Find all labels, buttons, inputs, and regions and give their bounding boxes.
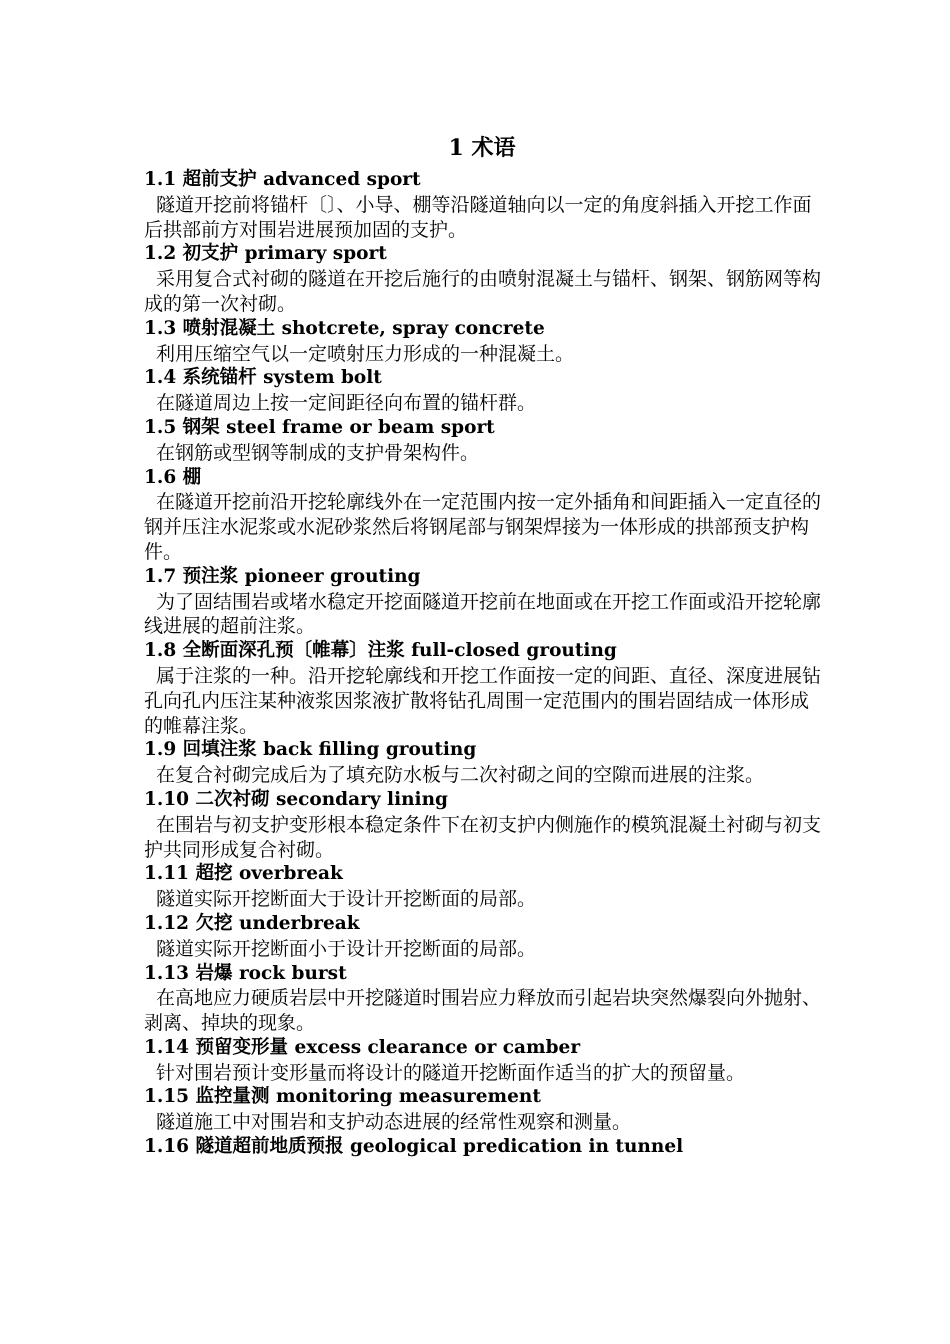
term-definition	[144, 937, 824, 962]
term-definition	[144, 1110, 824, 1135]
term-definition	[144, 342, 824, 367]
term-definition-text: 为了固结围岩或堵水稳定开挖面隧道开挖前在地面或在开挖工作面或沿开挖轮廓线进展的超前注浆。	[144, 590, 822, 638]
term-heading: 1.13 岩爆 rock burst	[144, 962, 347, 984]
term-heading: 1.7 预注浆 pioneer grouting	[144, 565, 421, 587]
term-heading: 1.3 喷射混凝土 shotcrete, spray concrete	[144, 317, 545, 339]
term-heading: 1.8 全断面深孔预〔帷幕〕注浆 full-closed grouting	[144, 640, 617, 662]
term-definition	[144, 813, 824, 863]
term-definition	[144, 391, 824, 416]
document-page	[144, 130, 824, 1160]
term-heading: 1.2 初支护 primary sport	[144, 243, 387, 265]
term-definition-text: 在围岩与初支护变形根本稳定条件下在初支护内侧施作的模筑混凝土衬砌与初支护共同形成复合衬砌。	[144, 813, 822, 861]
term-heading: 1.6 棚	[144, 466, 202, 488]
term-definition-text: 属于注浆的一种。沿开挖轮廓线和开挖工作面按一定的间距、直径、深度进展钻孔向孔内压注某种液浆因浆液扩散将钻孔周围一定范围内的围岩固结成一体形成的帷幕注浆。	[144, 664, 822, 737]
term-definition-text: 在高地应力硬质岩层中开挖隧道时围岩应力释放而引起岩块突然爆裂向外抛射、剥离、掉块的现象。	[144, 987, 822, 1035]
term-definition-text: 隧道开挖前将锚杆〔〕、小导、棚等沿隧道轴向以一定的角度斜插入开挖工作面后拱部前方对围岩进展预加固的支护。	[144, 193, 812, 241]
term-definition	[144, 763, 824, 788]
term-definition	[144, 1061, 824, 1086]
term-heading: 1.15 监控量测 monitoring measurement	[144, 1086, 541, 1108]
term-definition	[144, 193, 824, 243]
term-definition-text: 利用压缩空气以一定喷射压力形成的一种混凝土。	[156, 342, 575, 365]
term-definition-text: 隧道实际开挖断面大于设计开挖断面的局部。	[156, 888, 537, 911]
term-heading: 1.1 超前支护 advanced sport	[144, 169, 421, 190]
term-heading: 1.11 超挖 overbreak	[144, 863, 343, 885]
page-title: 1 术语	[448, 135, 516, 161]
term-heading: 1.4 系统锚杆 system bolt	[144, 367, 382, 389]
term-definition	[144, 490, 824, 564]
term-definition	[144, 986, 824, 1036]
term-definition	[144, 441, 824, 466]
term-heading: 1.16 隧道超前地质预报 geological predication in tunnel	[144, 1136, 684, 1158]
term-definition	[144, 887, 824, 912]
term-heading: 1.5 钢架 steel frame or beam sport	[144, 416, 495, 438]
term-definition	[144, 267, 824, 317]
term-heading: 1.10 二次衬砌 secondary lining	[144, 788, 448, 810]
term-definition-text: 在隧道周边上按一定间距径向布置的锚杆群。	[156, 392, 537, 415]
term-definition-text: 在隧道开挖前沿开挖轮廓线外在一定范围内按一定外插角和间距插入一定直径的钢并压注水泥浆或水泥砂浆然后将钢尾部与钢架焊接为一体形成的拱部预支护构件。	[144, 491, 822, 563]
term-definition-text: 隧道实际开挖断面小于设计开挖断面的局部。	[156, 937, 537, 960]
term-definition-text: 针对围岩预计变形量而将设计的隧道开挖断面作适当的扩大的预留量。	[156, 1061, 746, 1084]
term-definition	[144, 664, 824, 738]
term-definition	[144, 590, 824, 640]
term-definition-text: 采用复合式衬砌的隧道在开挖后施行的由喷射混凝土与锚杆、钢架、钢筋网等构成的第一次衬砌。	[144, 268, 822, 315]
term-definition-text: 隧道施工中对围岩和支护动态进展的经常性观察和测量。	[156, 1111, 632, 1134]
term-definition-text: 在复合衬砌完成后为了填充防水板与二次衬砌之间的空隙而进展的注浆。	[156, 764, 765, 787]
term-heading: 1.9 回填注浆 back filling grouting	[144, 739, 477, 761]
term-definition-text: 在钢筋或型钢等制成的支护骨架构件。	[156, 441, 480, 464]
term-list	[144, 168, 824, 1160]
term-heading: 1.14 预留变形量 excess clearance or camber	[144, 1036, 581, 1058]
term-heading: 1.12 欠挖 underbreak	[144, 912, 360, 934]
